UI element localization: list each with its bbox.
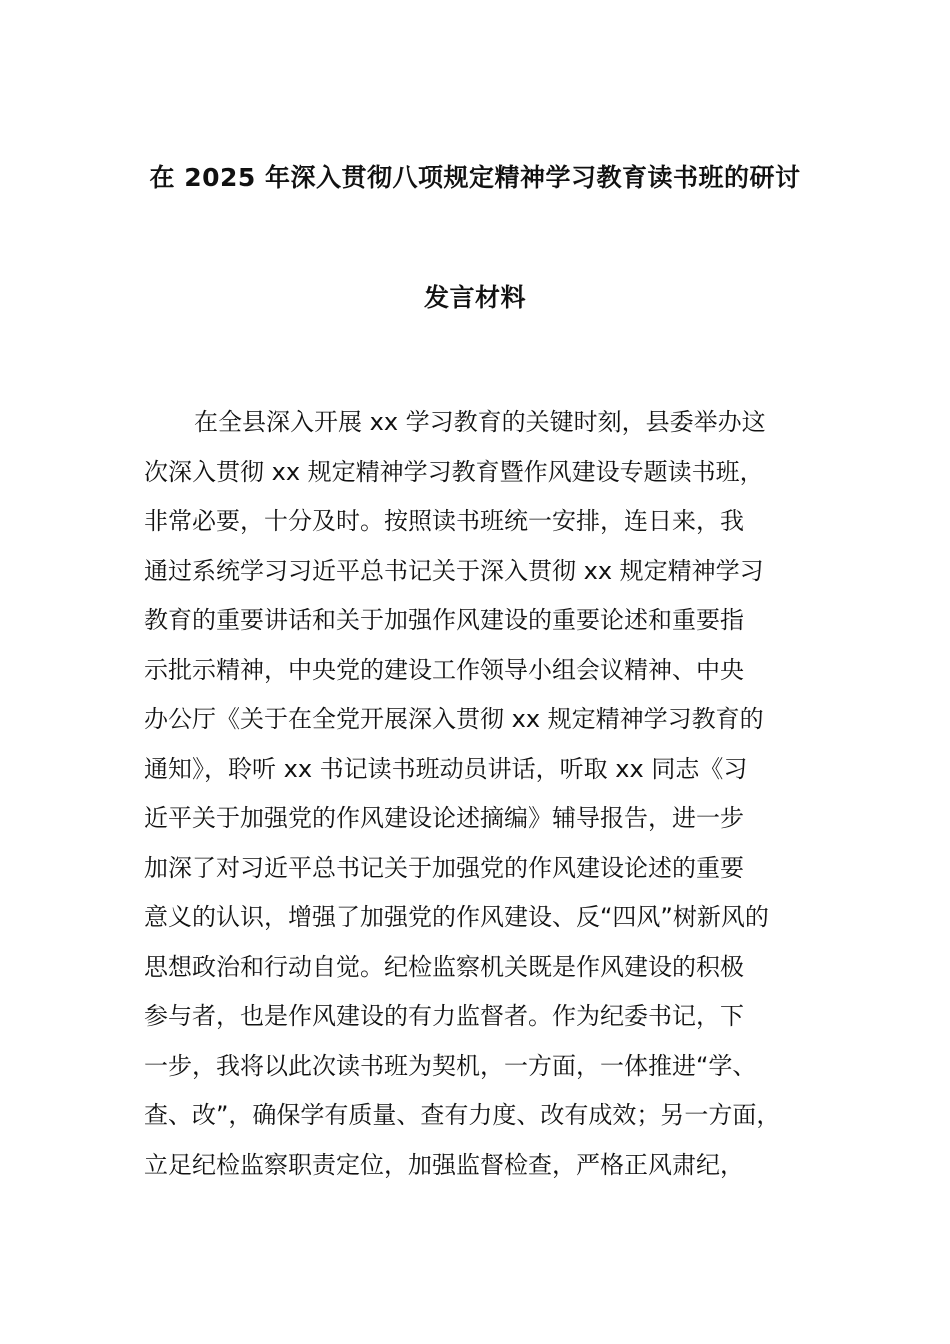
paragraph-line: 近平关于加强党的作风建设论述摘编》辅导报告，进一步 — [144, 804, 744, 832]
document-title-line-2: 发言材料 — [423, 283, 526, 312]
paragraph-line: 在全县深入开展 xx 学习教育的关键时刻，县委举办这 — [194, 408, 766, 436]
body-paragraph — [144, 402, 844, 1194]
paragraph-line: 思想政治和行动自觉。纪检监察机关既是作风建设的积极 — [144, 952, 744, 981]
paragraph-line: 查、改”，确保学有质量、查有力度、改有成效；另一方面， — [144, 1101, 781, 1129]
paragraph-line: 办公厅《关于在全党开展深入贯彻 xx 规定精神学习教育的 — [144, 705, 764, 733]
paragraph-line: 一步，我将以此次读书班为契机，一方面，一体推进“学、 — [144, 1051, 757, 1080]
paragraph-line: 非常必要，十分及时。按照读书班统一安排，连日来，我 — [144, 507, 744, 535]
paragraph-line: 次深入贯彻 xx 规定精神学习教育暨作风建设专题读书班， — [144, 457, 764, 486]
paragraph-line: 通知》，聆听 xx 书记读书班动员讲话，听取 xx 同志《习 — [144, 754, 748, 783]
paragraph-line: 通过系统学习习近平总书记关于深入贯彻 xx 规定精神学习 — [144, 556, 764, 585]
paragraph-line: 参与者，也是作风建设的有力监督者。作为纪委书记，下 — [144, 1002, 744, 1030]
document-title-line-1: 在 2025 年深入贯彻八项规定精神学习教育读书班的研讨 — [149, 163, 801, 192]
paragraph-line: 示批示精神，中央党的建设工作领导小组会议精神、中央 — [144, 655, 744, 684]
paragraph-line: 意义的认识，增强了加强党的作风建设、反“四风”树新风的 — [144, 903, 769, 931]
paragraph-line: 教育的重要讲话和关于加强作风建设的重要论述和重要指 — [144, 606, 744, 634]
paragraph-line: 立足纪检监察职责定位，加强监督检查，严格正风肃纪， — [144, 1150, 744, 1179]
paragraph-line: 加深了对习近平总书记关于加强党的作风建设论述的重要 — [144, 853, 744, 882]
